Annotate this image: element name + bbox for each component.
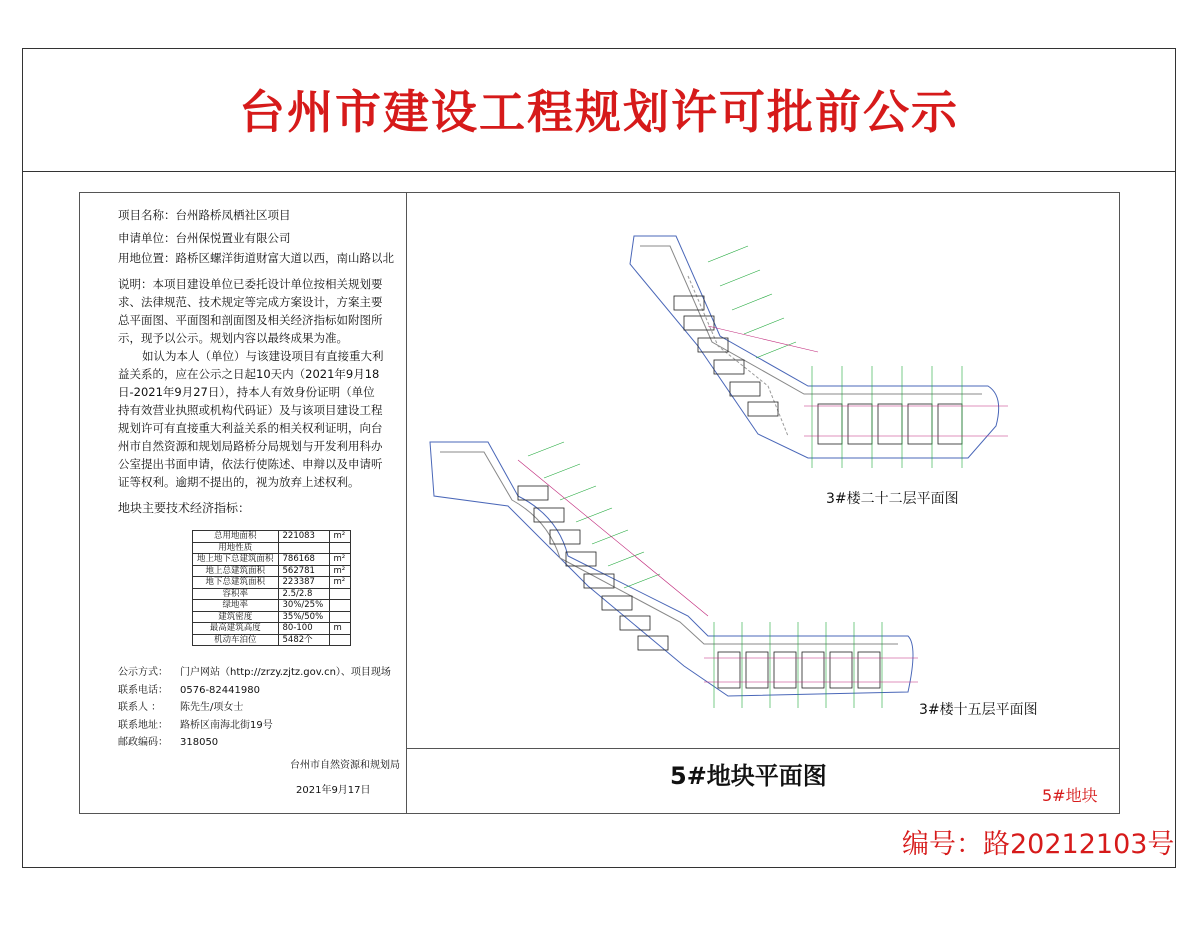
publish-method: 门户网站（http://zrzy.zjtz.gov.cn）、项目现场 [180, 667, 391, 678]
indicator-name: 建筑密度 [193, 611, 279, 623]
indicator-unit: m² [329, 531, 350, 543]
indicator-row [193, 554, 351, 566]
indicator-unit [329, 611, 350, 623]
plot-tag: 5#地块 [1042, 786, 1098, 805]
indicator-value: 30%/25% [278, 600, 329, 612]
indicator-row [193, 600, 351, 612]
indicator-row [193, 623, 351, 635]
indicators-table [192, 530, 351, 646]
indicator-row [193, 577, 351, 589]
indicator-unit: m [329, 623, 350, 635]
lower-plan-caption: 3#楼十五层平面图 [919, 702, 1038, 718]
indicator-unit [329, 588, 350, 600]
indicator-unit: m² [329, 565, 350, 577]
indicator-value: 562781 [278, 565, 329, 577]
indicators-title: 地块主要技术经济指标： [118, 501, 251, 515]
lower-plan-axes [528, 442, 882, 708]
plan-title-separator [406, 748, 1120, 749]
indicator-row [193, 611, 351, 623]
project-name: 项目名称：台州路桥凤栖社区项目 [118, 208, 291, 222]
upper-plan-axes [708, 246, 962, 468]
contact-person: 陈先生/项女士 [180, 702, 244, 714]
indicator-name: 机动车泊位 [193, 634, 279, 646]
indicator-value: 2.5/2.8 [278, 588, 329, 600]
indicator-row [193, 565, 351, 577]
floor-plan-drawing [408, 196, 1116, 744]
indicator-unit [329, 634, 350, 646]
indicator-row [193, 588, 351, 600]
issuing-bureau: 台州市自然资源和规划局 [290, 760, 400, 771]
upper-plan-rooms [674, 296, 962, 444]
indicator-value: 35%/50% [278, 611, 329, 623]
address-label: 联系地址： [118, 719, 168, 731]
contact-block [118, 664, 391, 752]
indicator-unit [329, 542, 350, 554]
project-info [118, 206, 404, 491]
indicator-name: 绿地率 [193, 600, 279, 612]
contact-person-label: 联系人 ： [118, 702, 162, 714]
indicator-name: 总用地面积 [193, 531, 279, 543]
indicator-name: 容积率 [193, 588, 279, 600]
phone-label: 联系电话： [118, 684, 168, 696]
publish-method-label: 公示方式： [118, 667, 168, 678]
land-location: 用地位置：路桥区螺洋街道财富大道以西，南山路以北 [118, 251, 394, 265]
address-value: 路桥区南海北街19号 [180, 719, 273, 731]
sheet-divider [406, 192, 407, 814]
issue-date: 2021年9月17日 [296, 785, 371, 796]
phone-value: 0576-82441980 [180, 684, 260, 696]
indicator-name: 用地性质 [193, 542, 279, 554]
notice-paragraph-2: 如认为本人（单位）与该建设项目有直接重大利益关系的，应在公示之日起10天内（2021年9月18日-2021年9月27日），持本人有效身份证明（单位持有效营业执照或机构代码证）及与该项目建设工程规划许可有直接重大利益关系的相关权利证明，向台州市自然资源和规划局路桥分局规划与开发利用科办公室提出书面申请，依法行使陈述、申辩以及申请听证等权利。逾期不提出的，视为放弃上述权利。 [118, 349, 384, 489]
indicator-value: 223387 [278, 577, 329, 589]
zip-value: 318050 [180, 737, 219, 749]
indicator-row [193, 542, 351, 554]
indicator-value: 5482个 [278, 634, 329, 646]
indicator-value: 80-100 [278, 623, 329, 635]
page-title: 台州市建设工程规划许可批前公示 [239, 85, 959, 139]
upper-plan-caption: 3#楼二十二层平面图 [826, 491, 959, 507]
indicator-name: 最高建筑高度 [193, 623, 279, 635]
indicator-name: 地下总建筑面积 [193, 577, 279, 589]
indicator-name: 地上地下总建筑面积 [193, 554, 279, 566]
title-band [22, 48, 1176, 172]
indicator-unit: m² [329, 554, 350, 566]
indicator-unit: m² [329, 577, 350, 589]
indicator-unit [329, 600, 350, 612]
indicator-value: 786168 [278, 554, 329, 566]
applicant: 申请单位：台州保悦置业有限公司 [118, 231, 291, 245]
indicator-value [278, 542, 329, 554]
zip-label: 邮政编码： [118, 737, 168, 749]
indicator-name: 地上总建筑面积 [193, 565, 279, 577]
upper-plan-gridlines [708, 326, 1008, 436]
plan-title: 5#地块平面图 [670, 762, 827, 790]
indicator-row [193, 531, 351, 543]
notice-paragraph-1: 说明：本项目建设单位已委托设计单位按相关规划要求、法律规范、技术规定等完成方案设计，方案主要总平面图、平面图和剖面图及相关经济指标如附图所示，现予以公示。规划内容以最终成果为准。 [118, 277, 383, 345]
indicator-row [193, 634, 351, 646]
upper-plan-wing [630, 236, 999, 458]
serial-number: 编号：路20212103号 [902, 829, 1175, 860]
indicator-value: 221083 [278, 531, 329, 543]
